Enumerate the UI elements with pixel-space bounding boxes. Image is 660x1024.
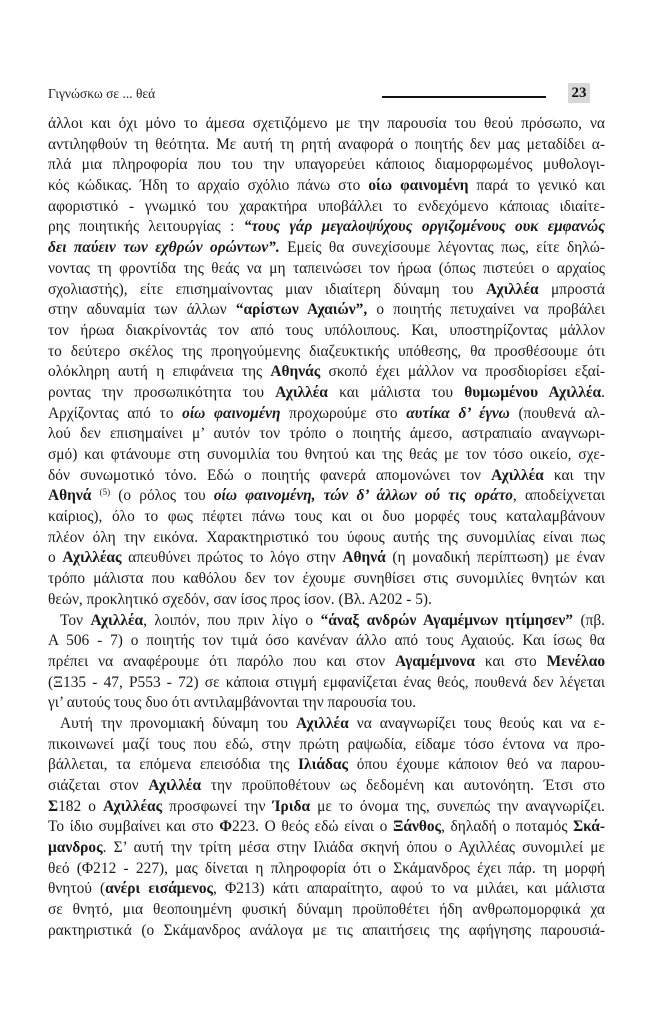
body-text — [48, 114, 605, 942]
text-run: νοντας τη φροντίδα της θεάς να μη ταπεινώσει τον ήρωα (όπως πιστεύει ο αρχαίος — [48, 259, 605, 277]
text-run: σε θνητό, μια θεοποιημένη φυσική δύναμη προϋποθέτει ήδη ανθρωπομορφικά χα — [48, 901, 605, 919]
emphasis-run: Αγαμέμνονα — [394, 652, 475, 670]
text-line — [48, 155, 605, 176]
text-line — [48, 280, 605, 301]
text-run: δόν συνωμοτικό τόνο. Εδώ ο ποιητής φανερά απομονώνει τον — [48, 466, 492, 484]
page-number: 23 — [568, 83, 590, 103]
text-run: να αναγνωρίζει τους θεούς και να ε- — [348, 714, 605, 732]
emphasis-run: Αθηνά — [48, 487, 92, 505]
text-run: Αρχίζοντας από το — [48, 404, 183, 422]
text-run: 223. Ο θεός εδώ είναι ο — [232, 818, 393, 836]
emphasis-run: “τους γάρ μεγαλοψύχους οργιζομένους ουκ εμφανώς — [243, 218, 605, 236]
text-line — [48, 342, 605, 363]
emphasis-run: Αχιλλέας — [62, 549, 122, 567]
emphasis-run: Ιλιάδας — [298, 756, 348, 774]
text-run: , Φ213) κάτι απαραίτητο, αφού το να μιλάει, και μάλιστα — [213, 880, 606, 898]
text-run: , αποδείχνεται — [512, 487, 605, 505]
text-run: (ο ρόλος του — [110, 487, 214, 505]
emphasis-run: οίω φαινομένη, τών δ’ άλλων ού τις οράτο — [213, 487, 513, 505]
running-title: Γιγνώσκω σε ... θεά — [48, 86, 156, 101]
emphasis-run: Αθηνάς — [270, 363, 321, 381]
text-run — [91, 487, 99, 504]
emphasis-run: Σκά- — [573, 818, 605, 836]
text-run: γι’ αυτούς τους δυο ότι αντιλαμβάνονται την παρουσία του. — [48, 694, 417, 712]
text-run: κός κώδικας. Ήδη το αρχαίο σχόλιο πάνω στο — [48, 177, 369, 195]
text-run: ο — [48, 549, 63, 567]
text-line — [48, 714, 605, 735]
text-line — [48, 259, 605, 280]
text-run: Εμείς θα συνεχίσουμε λέγοντας πως, είτε δηλώ- — [279, 239, 605, 257]
text-run: πλά μια πληροφορία που του την υπαγορεύει κάποιος διαμορφωμένος μυθολογι- — [48, 156, 605, 174]
text-run: Τον — [60, 611, 91, 629]
text-line — [48, 548, 605, 569]
emphasis-run: Αχιλλέας — [102, 797, 163, 815]
text-run: μπροστά — [538, 280, 605, 298]
text-line — [48, 776, 605, 797]
emphasis-run: Αχιλλέα — [485, 280, 539, 298]
text-run: , λοιπόν, που πριν λίγο ο — [143, 611, 321, 629]
text-line — [48, 528, 605, 549]
emphasis-run: Αχιλλέα — [90, 611, 144, 629]
text-run: σχολιαστής), είτε επισημαίνοντας μιαν ιδιαίτερη δύναμη του — [48, 280, 486, 298]
emphasis-run: ανέρι εισάμενος — [105, 880, 214, 898]
text-line — [48, 321, 605, 342]
text-run: θνητού ( — [48, 880, 106, 898]
text-run: αφοριστικό - γνωμικό του χαρακτήρα υποβάλλει το ενδεχόμενο κάποιας ιδιαίτε- — [48, 197, 605, 215]
text-line — [48, 176, 605, 197]
text-run: ολόκληρη αυτή η επιφάνεια της — [48, 363, 271, 381]
text-run: πικοινωνεί μαζί τους που εδώ, στην πρώτη ραψωδία, είδαμε τόσο έντονα να προ- — [48, 735, 605, 753]
text-run: όπου έχουμε κάποιον θεό να παρου- — [348, 756, 605, 774]
text-run: λού δεν επισημαίνει μ’ αυτόν τον τρόπο ο ποιητής άμεσο, αστραπιαίο αναγνωρι- — [48, 425, 605, 443]
emphasis-run: Αχιλλέα — [275, 383, 328, 401]
text-line — [48, 114, 605, 135]
text-line — [48, 590, 605, 611]
emphasis-run: Αχιλλέα — [148, 777, 202, 794]
text-run: ροντας την προσωπικότητα του — [48, 383, 276, 401]
text-run: προσφωνεί την — [162, 797, 273, 815]
emphasis-run: “άναξ ανδρών Αγαμέμνων ητίμησεν” — [320, 611, 574, 629]
emphasis-run: οίω φαινομένη — [368, 177, 469, 195]
text-line — [48, 300, 605, 321]
text-line — [48, 817, 605, 838]
text-run: καίριος), όλο το φως πέφτει πάνω τους και οι δυο μορφές τους καταλαμβάνουν — [48, 508, 605, 526]
emphasis-run: “αρίστων Αχαιών”, — [235, 301, 368, 319]
text-run: πλέον όλη την εικόνα. Χαρακτηριστικό του ύφους αυτής της συνομιλίας είναι πως — [48, 528, 605, 546]
text-line — [48, 445, 605, 466]
text-line — [48, 507, 605, 528]
text-run: απευθύνει πρώτος το λόγο στην — [121, 549, 343, 567]
text-line — [48, 797, 605, 818]
text-run: προχωρούμε στο — [280, 404, 407, 422]
text-run: σκοπό έχει μάλλον να προσδιορίσει εξαί- — [320, 363, 605, 381]
text-run: στην αδυναμία των άλλων — [48, 301, 236, 319]
emphasis-run: Ξάνθος — [392, 818, 442, 836]
text-line — [48, 838, 605, 859]
text-run: θεών, προκλητικό σχεδόν, σαν ίσος προς ίσον. (Βλ. Α202 - 5). — [48, 590, 432, 608]
text-line — [48, 859, 605, 880]
text-line — [48, 424, 605, 445]
text-run: σμό) και φτάνουμε στη συνομιλία του θνητού και της θεάς με τον τόσο οικείο, σχε- — [48, 446, 605, 463]
text-run: βάλλεται, τα επόμενα επεισόδια της — [48, 756, 299, 774]
text-line — [48, 652, 605, 673]
text-run: θεό (Φ212 - 227), μας δίνεται η πληροφορία ότι ο Σκάμανδρος έχει πάρ. τη μορφή — [48, 859, 605, 877]
text-line — [48, 921, 605, 942]
text-run: Αυτή την προνομιακή δύναμη του — [60, 714, 297, 732]
text-line — [48, 879, 605, 900]
text-run: . — [601, 383, 605, 401]
text-line — [48, 900, 605, 921]
text-line — [48, 673, 605, 694]
text-run: 182 ο — [58, 797, 103, 815]
text-line — [48, 238, 605, 259]
text-line — [48, 217, 605, 238]
text-run: ρης ποιητικής λειτουργίας : — [48, 218, 244, 236]
text-line — [48, 135, 605, 156]
text-run: (η μοναδική περίπτωση) με έναν — [385, 549, 605, 567]
text-run: (πουθενά αλ- — [509, 404, 605, 422]
emphasis-run: μανδρος — [48, 839, 103, 857]
emphasis-run: Μενέλαο — [546, 652, 606, 670]
emphasis-run: δει παύειν των εχθρών ορώντων”. — [48, 239, 280, 257]
text-line — [48, 735, 605, 756]
text-run: Α 506 - 7) ο ποιητής τον τιμά όσο κανέναν άλλο από τους Αχαιούς. Και ίσως θα — [48, 632, 605, 650]
text-line — [48, 466, 605, 487]
text-run: το δεύτερο σκέλος της προηγούμενης διαζευκτικής υπόθεσης, θα προσθέσουμε ότι — [48, 342, 605, 360]
text-line — [48, 631, 605, 652]
text-line — [48, 486, 605, 507]
emphasis-run: Ίριδα — [272, 797, 311, 815]
footnote-marker: (5) — [99, 487, 111, 498]
text-run: Το ίδιο συμβαίνει και στο — [48, 818, 220, 836]
emphasis-run: Σ — [48, 797, 59, 815]
emphasis-run: Αθηνά — [342, 549, 386, 567]
header-rule — [382, 96, 546, 98]
text-line — [48, 362, 605, 383]
text-run: πρέπει να αναφέρουμε ότι παρόλο που και στον — [48, 652, 395, 670]
text-run: . Σ’ αυτή την τρίτη μέσα στην Ιλιάδα σκηνή όπου ο Αχιλλέας συνομιλεί με — [102, 839, 605, 857]
text-run: (πβ. — [573, 611, 606, 629]
text-run: και μάλιστα του — [327, 383, 465, 401]
text-run: σιάζεται στον — [48, 777, 149, 794]
emphasis-run: οίω φαινομένη — [182, 404, 281, 422]
text-run: αντιληφθούν τη θεότητα. Με αυτή τη ρητή αναφορά ο ποιητής δεν μας μεταδίδει α- — [48, 135, 605, 153]
text-line — [48, 611, 605, 632]
text-line — [48, 569, 605, 590]
text-run: και την — [543, 466, 605, 484]
text-run: την προϋποθέτουν ως δεδομένη και αυτονόητη. Έτσι στο — [201, 777, 605, 794]
text-run: τον ήρωα διακρίνοντάς τον από τους υπόλοιπους. Και, υποστηρίζοντας μάλλον — [48, 321, 605, 339]
emphasis-run: αυτίκα δ’ έγνω — [406, 404, 510, 422]
text-run: ρακτηριστικά (ο Σκάμανδρος ανάλογα με τις απαιτήσεις της αφήγησης παρουσιά- — [48, 921, 605, 939]
text-line — [48, 693, 605, 714]
text-run: και στο — [474, 652, 547, 670]
text-run: με το όνομα της, συνεπώς την αναγνωρίζει. — [310, 797, 605, 815]
text-line — [48, 383, 605, 404]
text-run: ο ποιητής πετυχαίνει να προβάλει — [367, 301, 605, 319]
page-header — [48, 84, 608, 108]
text-run: , δηλαδή ο ποταμός — [441, 818, 574, 836]
emphasis-run: θυμωμένου Αχιλλέα — [464, 383, 602, 401]
emphasis-run: Αχιλλέα — [491, 466, 544, 484]
text-run: (Ξ135 - 47, Ρ553 - 72) σε κάποια στιγμή εμφανίζεται ένας θεός, πουθενά δεν λέγεται — [48, 673, 605, 691]
text-run: άλλοι και όχι μόνο το άμεσα σχετιζόμενο με την παρουσία του θεού πρόσωπο, να — [48, 115, 605, 132]
emphasis-run: Φ — [219, 818, 233, 836]
text-run: παρά το γενικό και — [468, 177, 605, 195]
text-line — [48, 755, 605, 776]
text-line — [48, 197, 605, 218]
emphasis-run: Αχιλλέα — [296, 714, 349, 732]
text-run: τρόπο μάλιστα που καθόλου δεν τον έχουμε συνηθίσει στις συνομιλίες θνητών και — [48, 570, 605, 588]
text-line — [48, 404, 605, 425]
